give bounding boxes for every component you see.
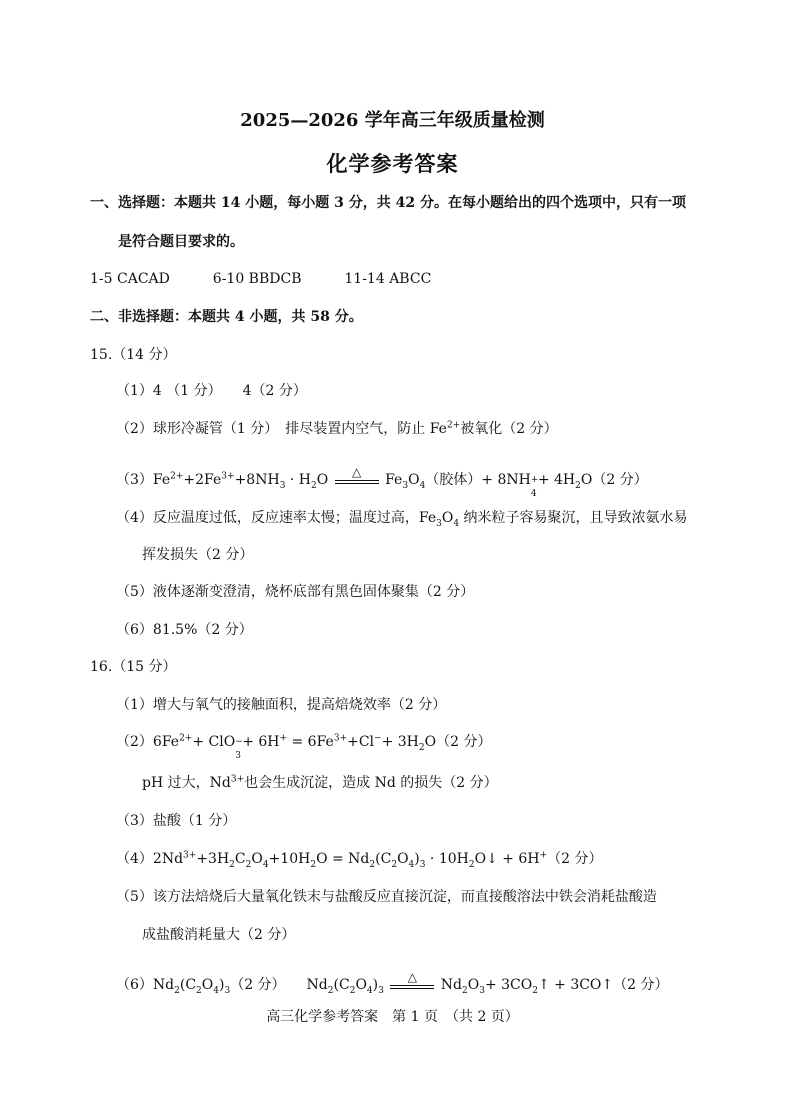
document-title: 2025—2026 学年高三年级质量检测 <box>240 110 545 131</box>
choice-answers <box>90 269 431 289</box>
q16-part4-equation: $(4)2Nd^{3+}+3H_2C_2O_4+10H_2O = Nd_2(C_2O_4)_3$ · $10H_2O↓ + 6H^+(2$ 分） <box>116 850 603 870</box>
q15-part4: （4）反应温度过低，反应速率太慢；温度过高，$Fe_3O_4$ 纳米粒子容易聚沉，且导致浓氨水易 <box>116 510 688 529</box>
heat-equals-sign <box>335 465 379 488</box>
q16-label: 16.（15 分） <box>90 659 177 675</box>
q15-part4-cont: 挥发损失（2 分） <box>142 547 254 563</box>
q16-part2-equation: $(2)6Fe^{2+}+$ ClO − 3 + $6H^+ = 6Fe^{3+}+Cl^-+ 3H_2O(2$ 分） <box>116 733 492 761</box>
q16-part5: （5）该方法焙烧后大量氧化铁末与盐酸反应直接沉淀，而直接酸溶法中铁会消耗盐酸造 <box>116 889 657 905</box>
document-subtitle: 化学参考答案 <box>326 151 459 176</box>
q15-part5: （5）液体逐渐变澄清，烧杯底部有黑色固体聚集（2 分） <box>116 584 475 600</box>
section1-heading-cont: 是符合题目要求的。 <box>118 234 244 250</box>
q15-part2: （2）球形冷凝管（1 分） 排尽装置内空气，防止 $Fe^{2+}$被氧化（2 分） <box>116 420 558 437</box>
q16-part1: （1）增大与氧气的接触面积，提高焙烧效率（2 分） <box>116 697 447 713</box>
q16-part5-cont: 成盐酸消耗量大（2 分） <box>142 927 296 943</box>
q15-part1: （1）4 （1 分） 4（2 分） <box>116 383 307 399</box>
q16-part2-note: pH 过大，$Nd^{3+}$也会生成沉淀，造成 Nd 的损失（2 分） <box>142 774 498 791</box>
heat-triangle-icon: △ <box>407 970 417 984</box>
heat-triangle-icon: △ <box>352 465 362 479</box>
heat-equals-sign <box>390 970 434 993</box>
q16-part3: （3）盐酸（1 分） <box>116 813 237 829</box>
q15-part3-equation: $(3)Fe^{2+}+2Fe^{3+}+8NH_3 \cdot H_2O$ △ $Fe_3O_4$（胶体）+ 8NH + 4 + $4H_2O(2$ 分） <box>116 465 648 499</box>
choice-answer-group: 6-10 BBDCB <box>212 271 302 287</box>
section2-heading: 二、非选择题：本题共 4 小题，共 58 分。 <box>90 309 363 325</box>
page-footer: 高三化学参考答案 第 1 页 （共 2 页） <box>266 1009 519 1025</box>
choice-answer-group: 11-14 ABCC <box>344 271 432 287</box>
section1-heading: 一、选择题：本题共 14 小题，每小题 3 分，共 42 分。在每小题给出的四个选项中，只有一项 <box>90 195 686 211</box>
choice-answer-group: 1-5 CACAD <box>90 271 170 287</box>
q15-label: 15.（14 分） <box>90 347 177 363</box>
q15-part6: （6）81.5%（2 分） <box>116 622 253 638</box>
q16-part6-equation: $(6)Nd_2(C_2O_4)_3(2$ 分） $Nd_2(C_2O_4)_3$ △ $Nd_2O_3+$ $3CO_2↑$ + 3CO↑（2 分） <box>116 970 669 996</box>
